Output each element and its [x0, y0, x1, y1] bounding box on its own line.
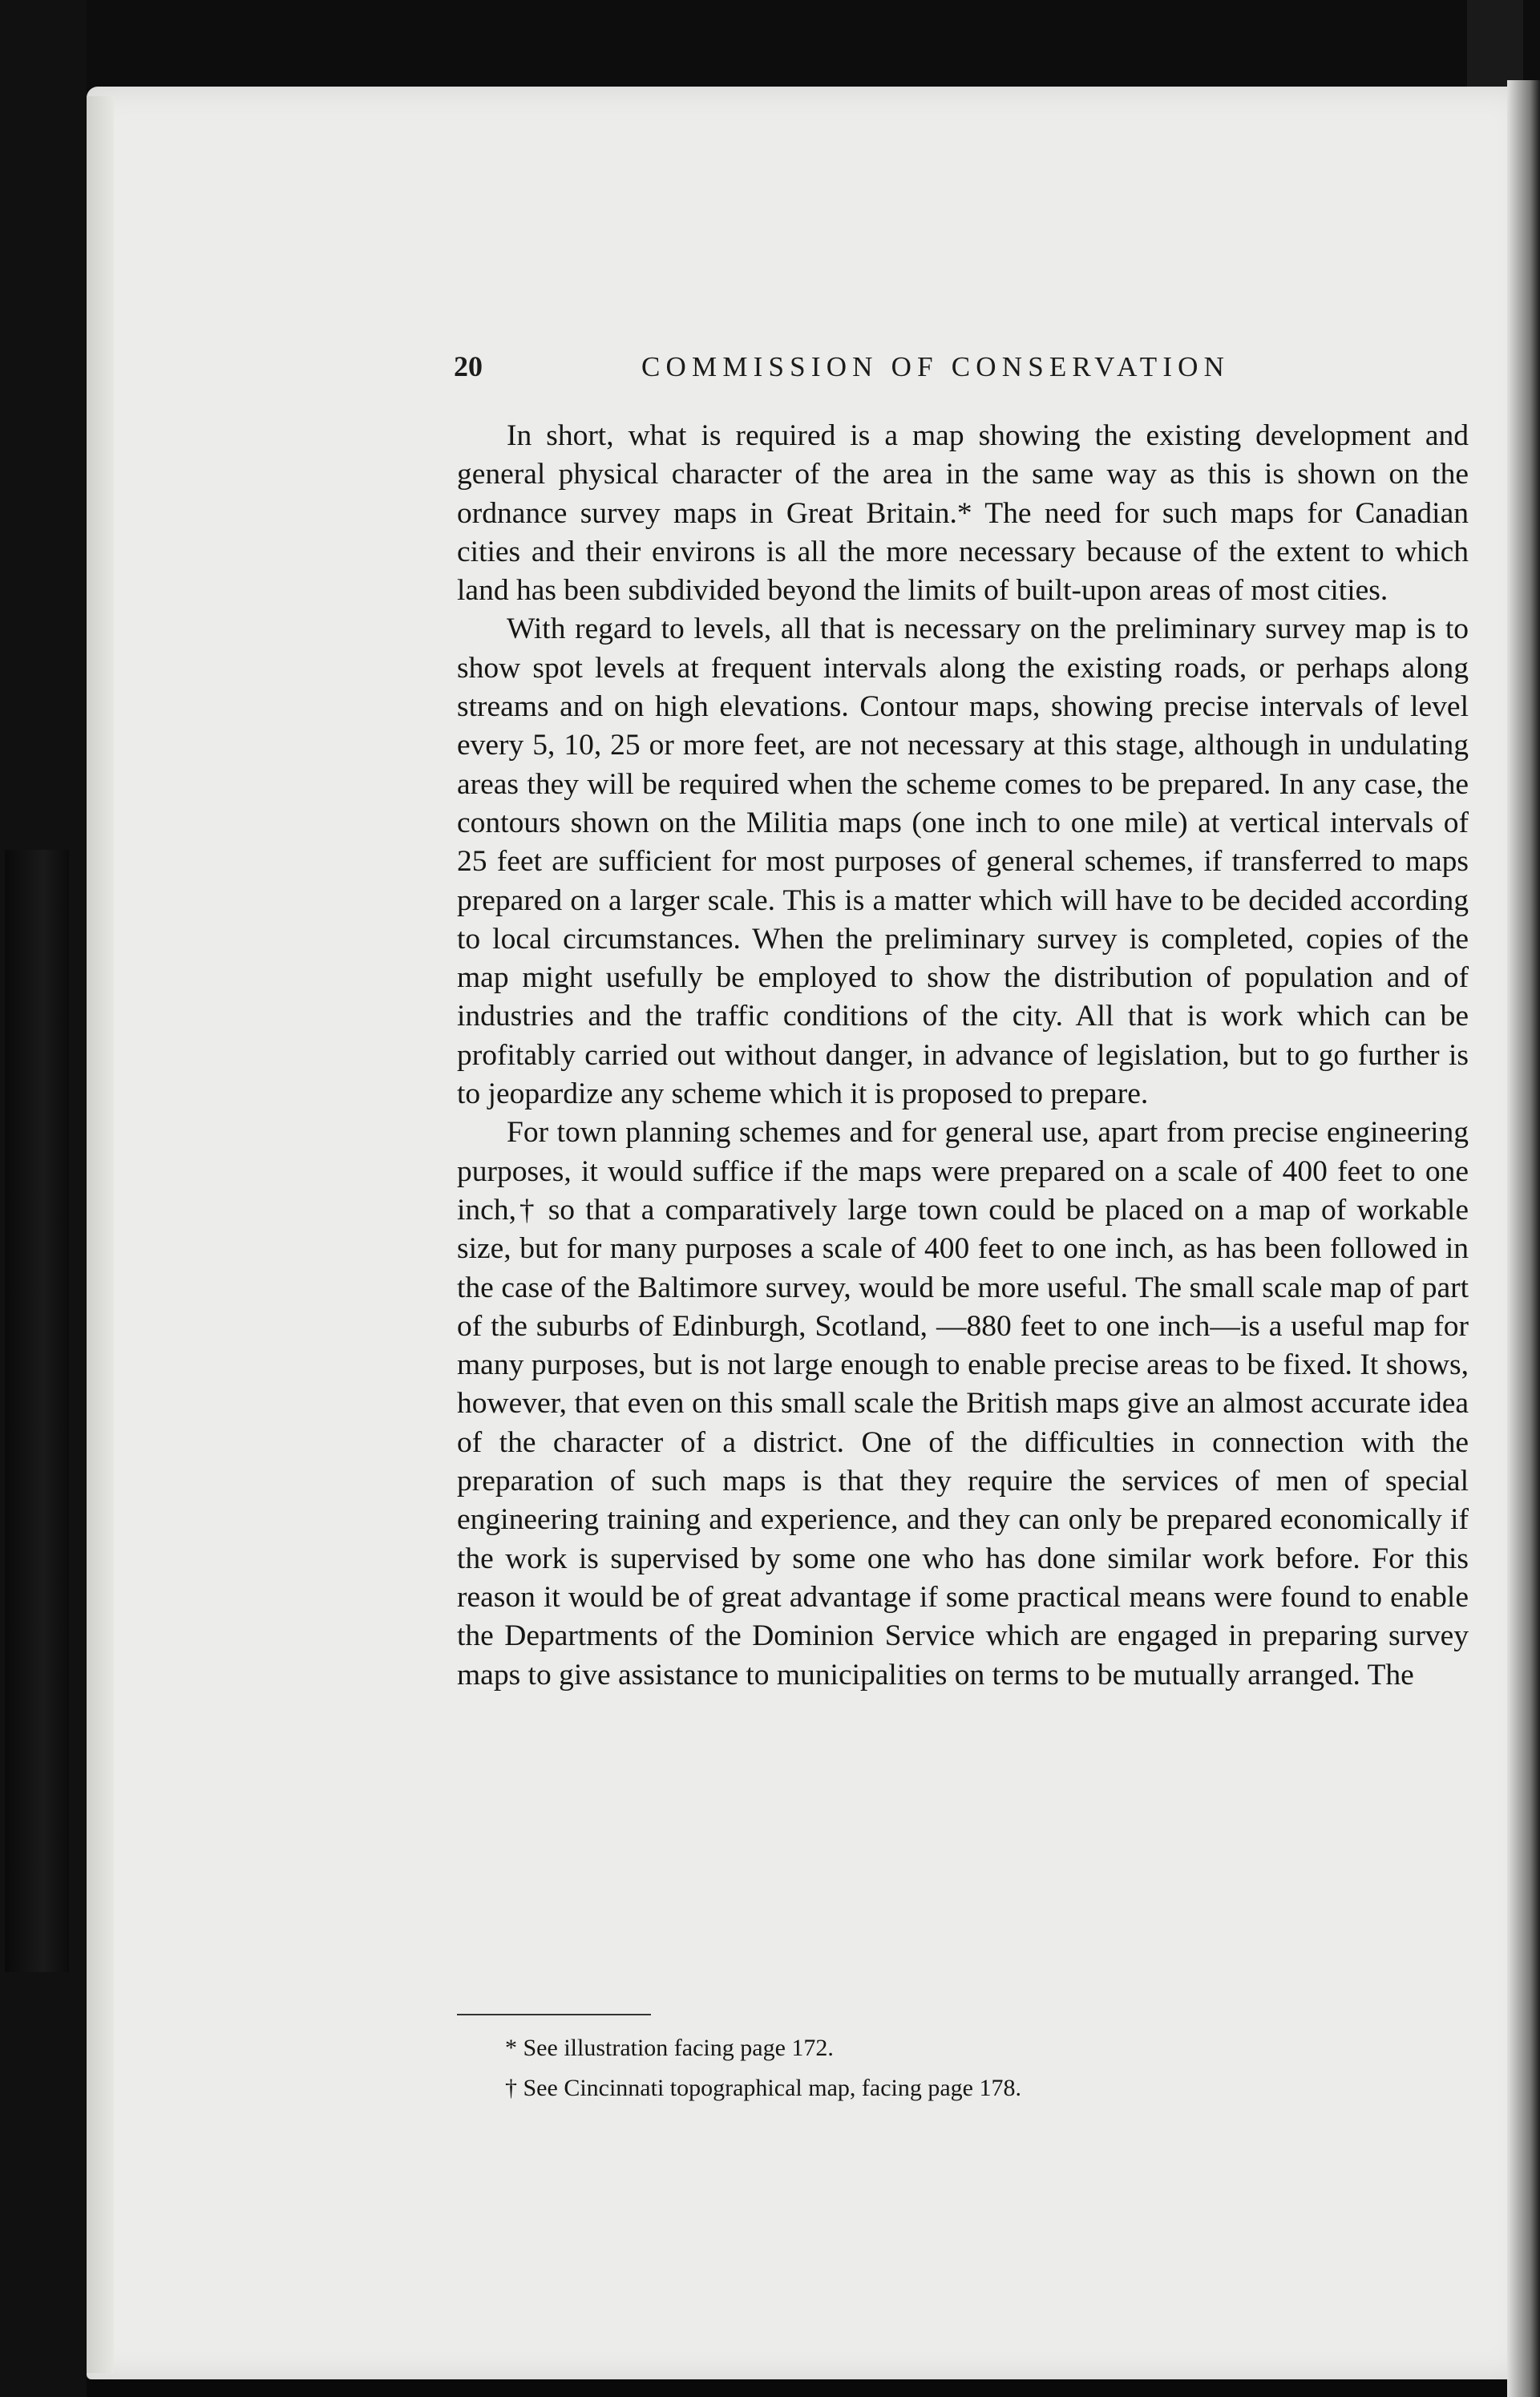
scan-shadow-left: [5, 850, 69, 1972]
footnotes: [505, 2028, 1387, 2108]
footnote-divider: [457, 2014, 651, 2015]
paragraph-short-map: In short, what is required is a map showing the existing development and general physical character of the area in the same way as this is shown on the ordnance survey maps in Great Britain.* The need for such maps for Canadian cities and their environs is all the more necessary because of the extent to which land has been subdivided beyond the limits of built-upon areas of most cities.: [457, 419, 1469, 608]
page-edge-left: [87, 96, 114, 2373]
body-text: [457, 417, 1469, 1695]
paragraph-town-planning: For town planning schemes and for general use, apart from precise engineering purposes, it would suffice if the maps were prepared on a scale of 400 feet to one inch,† so that a comparatively large town could be placed on a map of workable size, but for many purposes a scale of 400 feet to one inch, as has been followed in the case of the Baltimore survey, would be more useful. The small scale map of part of the suburbs of Edinburgh, Scotland, —880 feet to one inch—is a useful map for many purposes, but is not large enough to enable precise areas to be fixed. It shows, however, that even on this small scale the British maps give an almost accurate idea of the character of a district. One of the difficulties in connection with the preparation of such maps is that they require the services of men of special engineering training and experience, and they can only be prepared economically if the work is supervised by some one who has done similar work before. For this reason it would be of great advantage if some practical means were found to enable the Departments of the Dominion Service which are engaged in preparing survey maps to give assistance to municipalities on terms to be mutually arranged. The: [457, 1116, 1469, 1692]
running-head-title: COMMISSION OF CONSERVATION: [641, 351, 1231, 382]
scan-background-top: [0, 0, 1540, 88]
footnote-dagger: † See Cincinnati topographical map, facing page 178.: [505, 2075, 1021, 2101]
footnote-asterisk: * See illustration facing page 172.: [505, 2035, 834, 2061]
paragraph-levels: With regard to levels, all that is necessary on the preliminary survey map is to show spot levels at frequent intervals along the existing roads, or perhaps along streams and on high elevations. Contour maps, showing precise intervals of level every 5, 10, 25 or more feet, are not necessary at this stage, although in undulating areas they will be required when the scheme comes to be prepared. In any case, the contours shown on the Militia maps (one inch to one mile) at vertical intervals of 25 feet are sufficient for most purposes of general schemes, if transferred to maps prepared on a larger scale. This is a matter which will have to be decided according to local circumstances. When the preliminary survey is completed, copies of the map might usefully be employed to show the distribution of population and of industries and the traffic conditions of the city. All that is work which can be profitably carried out without danger, in advance of legislation, but to go further is to jeopardize any scheme which it is proposed to prepare.: [457, 612, 1469, 1111]
page-edge-right: [1507, 80, 1540, 2397]
page-number: 20: [454, 350, 483, 382]
